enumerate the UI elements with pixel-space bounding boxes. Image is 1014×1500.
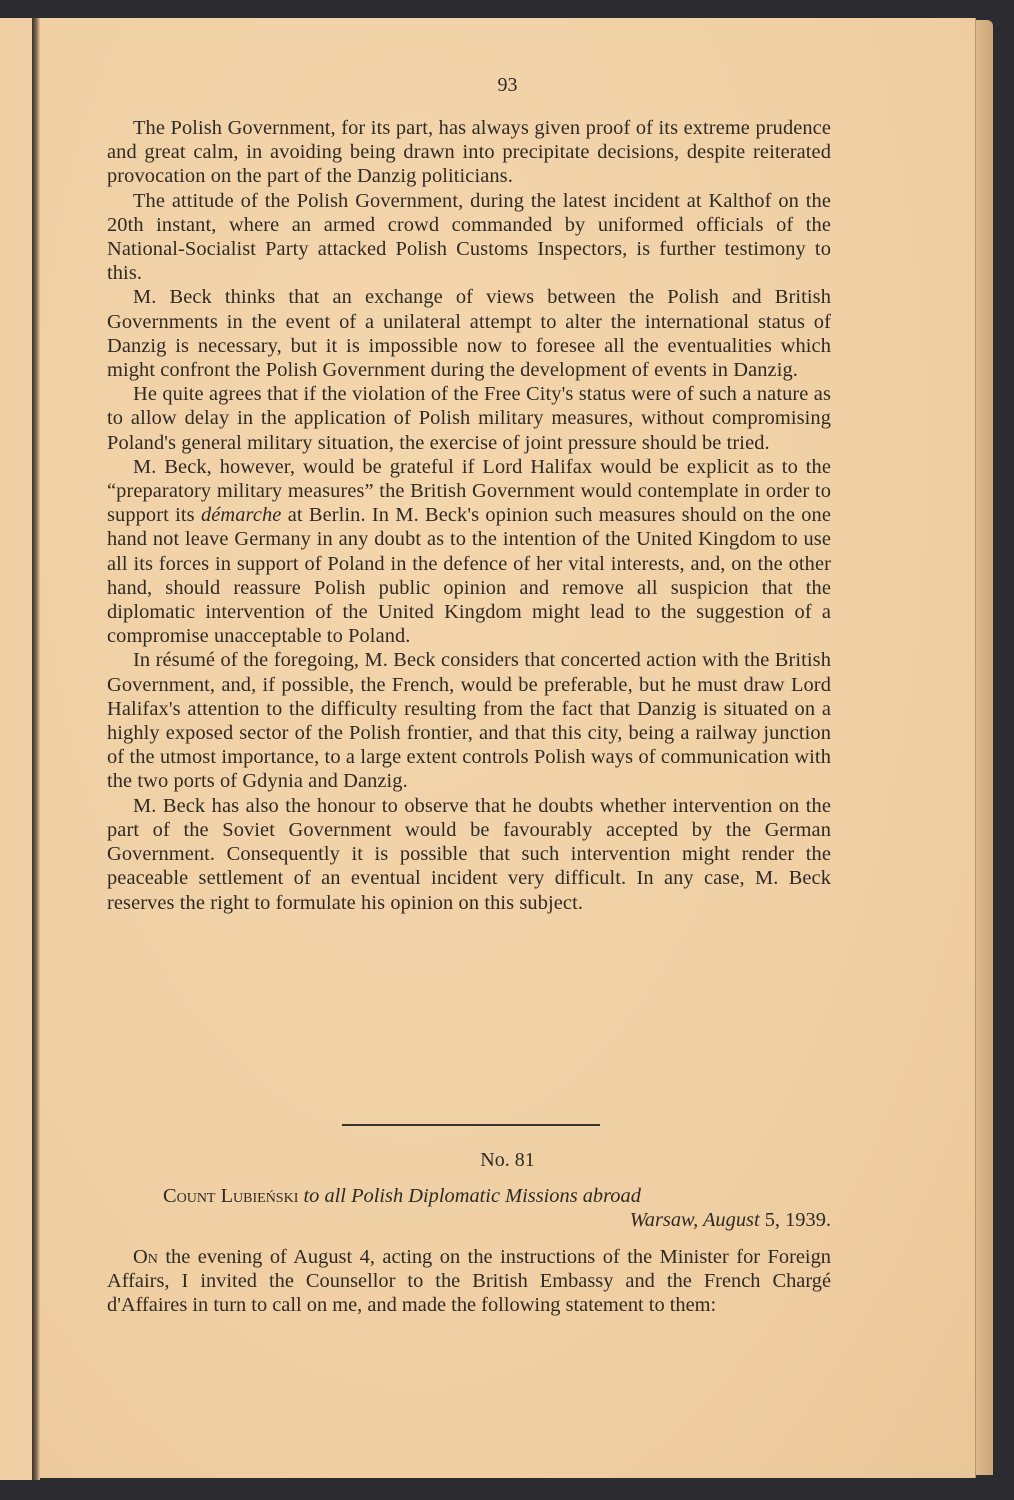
book-gutter [32,18,40,1480]
body-text [107,116,831,915]
paragraph: The attitude of the Polish Government, during the latest incident at Kalthof on the 20th instant, where an armed crowd commanded by uniformed officials of the National-Socialist Party attacked Polish Customs Inspectors, is further testimony to this. [107,189,831,285]
paragraph: M. Beck thinks that an exchange of views between the Polish and British Governments in the event of a unilateral attempt to alter the international status of Danzig is necessary, but it is impossible now to foresee all the eventualities which might confront the Polish Government during the development of events in Danzig. [107,286,831,382]
paragraph-halifax [107,455,831,649]
text-run: M. Beck, however, would be grateful if Lord Halifax would be explicit as to the “preparatory military measures” the British Government would contemplate in order to support its [107,455,831,527]
sender: Count Lubieński [163,1185,299,1207]
document-heading [107,1184,831,1232]
recipient: to all Polish Diplomatic Missions abroad [303,1185,641,1207]
left-page-edge [0,18,33,1480]
text-run: the evening of August 4, acting on the instructions of the Minister for Foreign Affairs, I invited the Counsellor to the British Embassy and the French Chargé d'Affaires in turn to call on me, and made the following statement to them: [107,1246,831,1317]
document-number: No. 81 [480,1149,535,1171]
place-date: Warsaw, August [629,1209,760,1231]
paragraph: He quite agrees that if the violation of the Free City's status were of such a nature as to allow delay in the application of Polish military measures, without compromising Poland's general military situation, the exercise of joint pressure should be tried. [107,383,831,454]
paragraph: The Polish Government, for its part, has always given proof of its extreme prudence and great calm, in avoiding being drawn into precipitate decisions, despite reiterated provocation on the part of the Danzig politicians. [107,117,831,188]
date-rest: 5, 1939. [759,1209,831,1231]
letter-body [107,1245,831,1318]
section-divider [342,1124,600,1126]
page-number: 93 [497,74,518,96]
heading-line-date [107,1208,831,1232]
paragraph [107,1245,831,1318]
paragraph: M. Beck has also the honour to observe that he doubts whether intervention on the part of the Soviet Government would be favourably accepted by the German Government. Consequently it is possible that such intervention might render the peaceable settlement of an eventual incident very difficult. In any case, M. Beck reserves the right to formulate his opinion on this subject. [107,794,831,914]
book-page [40,18,976,1478]
opening-word: On [133,1246,158,1268]
italic-term: démarche [200,504,282,527]
paragraph: In résumé of the foregoing, M. Beck considers that concerted action with the British Government, and, if possible, the French, would be preferable, but he must draw Lord Halifax's attention to the difficulty resulting from the fact that Danzig is situated on a highly exposed sector of the Polish frontier, and that this city, being a railway junction of the utmost importance, to a large extent controls Polish ways of communication with the two ports of Gdynia and Danzig. [107,649,831,793]
heading-line-sender [107,1184,831,1208]
text-run: at Berlin. In M. Beck's opinion such measures should on the one hand not leave Germany in any doubt as to the intention of the United Kingdom to use all its forces in support of Poland in the defence of her vital interests, and, on the other hand, should reassure Polish public opinion and remove all suspicion that the diplomatic intervention of the United Kingdom might lead to the suggestion of a compromise unacceptable to Poland. [107,504,831,648]
